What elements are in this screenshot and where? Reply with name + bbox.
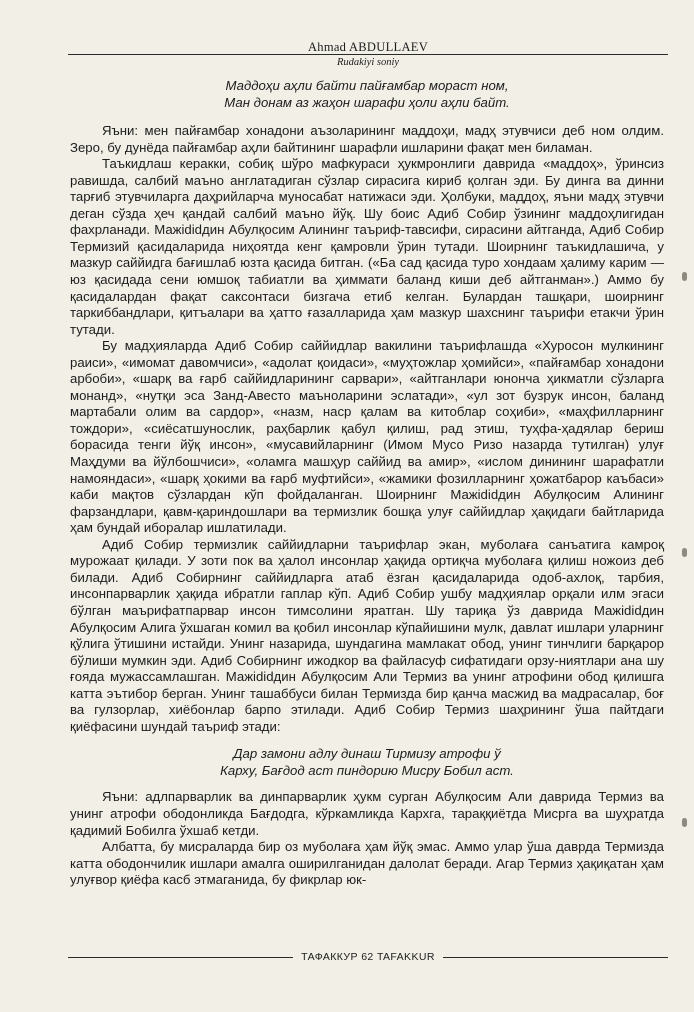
header-rule: [68, 54, 668, 55]
paragraph: Таъкидлаш керакки, собиқ шўро мафкураси ҳукмронлиги даврида «маддоҳ», ўринсиз равишда, салбий маъно англатадиган сўзлар сирасига кириб қолган эди. Бу динга ва динни тарғиб этувчиларга даҳрийларча муносабат натижаси эди. Ҳолбуки, маддоҳ, яъни мадҳ этувчи деган сўзда ҳеч қандай салбий маъно йўқ. Шу боис Адиб Собир ўзининг маддоҳлигидан фахрланади. Мажididдин Абулқосим Алининг таъриф-тавсифи, сирасини айтганда, Адиб Собир Термизий қасидаларида ниҳоятда кенг қамровли ўрин тутади. Шоирнинг таъкидлашича, у мазкур саййидга бағишлаб юзта қасида битган. («Ба сад қасида туро хондаам ҳалиму карим — юз қасидада сени юмшоқ табиатли ва ҳиммати баланд киши деб айтганман».) Аммо бу қасидалардан фақат саксонтаси бизгача етиб келган. Булардан ташқари, шоирнинг таркиббандлари, қитъалари ва ҳатто ғазалларида ҳам мазкур шахснинг таърифи етакчи ўрин тутади.: [70, 156, 664, 337]
paragraph: Яъни: мен пайғамбар хонадони аъзоларининг маддоҳи, мадҳ этувчиси деб ном олдим. Зеро, бу дунёда пайғамбар аҳли байтининг шарафли ишларини фақат мен биламан.: [70, 123, 664, 155]
footer-rule-left: [68, 957, 293, 958]
paragraph: Адиб Собир термизлик саййидларни таърифлар экан, муболаға санъатига камроқ мурожаат қилади. У зоти пок ва ҳалол инсонлар ҳақида ортиқча муболаға қилиш ножоиз деб билади. Адиб Собирнинг саййидларга атаб ёзган қасидаларида одоб-ахлоқ, тарбия, инсонпарварлик ҳақида ибратли гаплар кўп. Адиб Собир ушбу мадҳиялар орқали илм эгаси бўлган маърифатпарвар инсон тимсолини яратган. Шу тариқа ўз даврида Мажididдин Абулқосим Алига ўхшаган комил ва қобил инсонлар кўпайишини мулк, давлат ишлари уларнинг қўлига ўтишини истайди. Унинг назарида, шундагина мамлакат обод, унинг тинчлиги барқарор бўлиши мумкин эди. Адиб Собирнинг ижодкор ва файласуф сифатидаги орзу-ниятлари ана шу ғояда мужассамлашган. Мажididдин Абулқосим Али Термиз ва унинг атрофини обод қилишга катта эътибор берган. Унинг ташаббуси билан Термизда бир қанча масжид ва мадрасалар, боғ ва гулзорлар, хиёбонлар барпо этилади. Адиб Собир Термиз шаҳрининг ўша пайтдаги қиёфасини шундай таъриф этади:: [70, 536, 664, 734]
page-footer: [68, 951, 668, 963]
paragraph: Яъни: адлпарварлик ва динпарварлик ҳукм сурган Абулқосим Али даврида Термиз ва унинг атрофи ободонликда Бағдодга, кўркамликда Кархга, тараққиётда Мисрга ва шуҳратда қадимий Бобилга ўхшаб кетди.: [70, 789, 664, 838]
verse-line: Ман донам аз жаҳон шарафи ҳоли аҳли байт.: [224, 94, 510, 110]
footer-rule-right: [443, 957, 668, 958]
binding-hole-mark: [682, 818, 687, 827]
paragraph: Бу мадҳияларда Адиб Собир саййидлар вакилини таърифлашда «Хуросон мулкининг раиси», «имомат давомчиси», «адолат қоидаси», «муҳтожлар ҳомийси», «пайғамбар хонадони арбоби», «шарқ ва ғарб саййидларининг сарвари», «айтганлари юнонча ҳикматли сўзларга монанд», «нутқи эса Занд-Авесто маъноларини эслатади», «ул зот бузрук инсон, баланд мартабали олим ва сардор», «назм, наср қалам ва китоблар соҳиби», «маҳфилларнинг тождори», «сиёсатшунослик, раҳбарлик қабул қилиш, рад этиш, туҳфа-ҳадялар бериш борасида тенги йўқ инсон», «мусавийларнинг (Имом Мусо Ризо назарда тутилган) улуғ Маҳдуми ва йўлбошчиси», «оламга машҳур саййид ва амир», «ислом динининг шарафатли намояндаси», «шарқ ҳокими ва ғарб муфтийси», «жамики фозилларнинг ҳожатбарор каъбаси» каби мақтов сўзлардан кўп фойдаланган. Шоирнинг Мажididдин Абулқосим Алининг фарзандлари, қавм-қариндошлари ва термизлик бошқа улуғ саййидлар ҳақидаги байтларида ҳам бундай иборалар ишлатилади.: [70, 338, 664, 536]
footer-label: ТАФАККУР 62 TAFAKKUR: [301, 951, 435, 963]
article-body: [70, 78, 664, 889]
series-title: Rudakiyi soniy: [336, 57, 400, 68]
verse-block: [70, 78, 664, 111]
binding-hole-mark: [682, 272, 687, 281]
verse-line: Карху, Бағдод аст пиндорию Мисру Бобил аст.: [220, 762, 514, 778]
author-name: Ahmad ABDULLAEV: [307, 40, 429, 54]
page-header: [68, 40, 668, 70]
paragraph: Албатта, бу мисраларда бир оз муболаға ҳам йўқ эмас. Аммо улар ўша даврда Термизда катта ободончилик ишлари амалга оширилганидан далолат беради. Агар Термиз ҳақиқатан ҳам улуғвор қиёфа касб этмаганида, бу фикрлар юк-: [70, 839, 664, 888]
binding-hole-mark: [682, 548, 687, 557]
verse-block: [70, 746, 664, 779]
verse-line: Маддоҳи аҳли байти пайғамбар мораст ном,: [225, 78, 509, 93]
verse-line: Дар замони адлу динаш Тирмизу атрофи ў: [233, 746, 501, 762]
